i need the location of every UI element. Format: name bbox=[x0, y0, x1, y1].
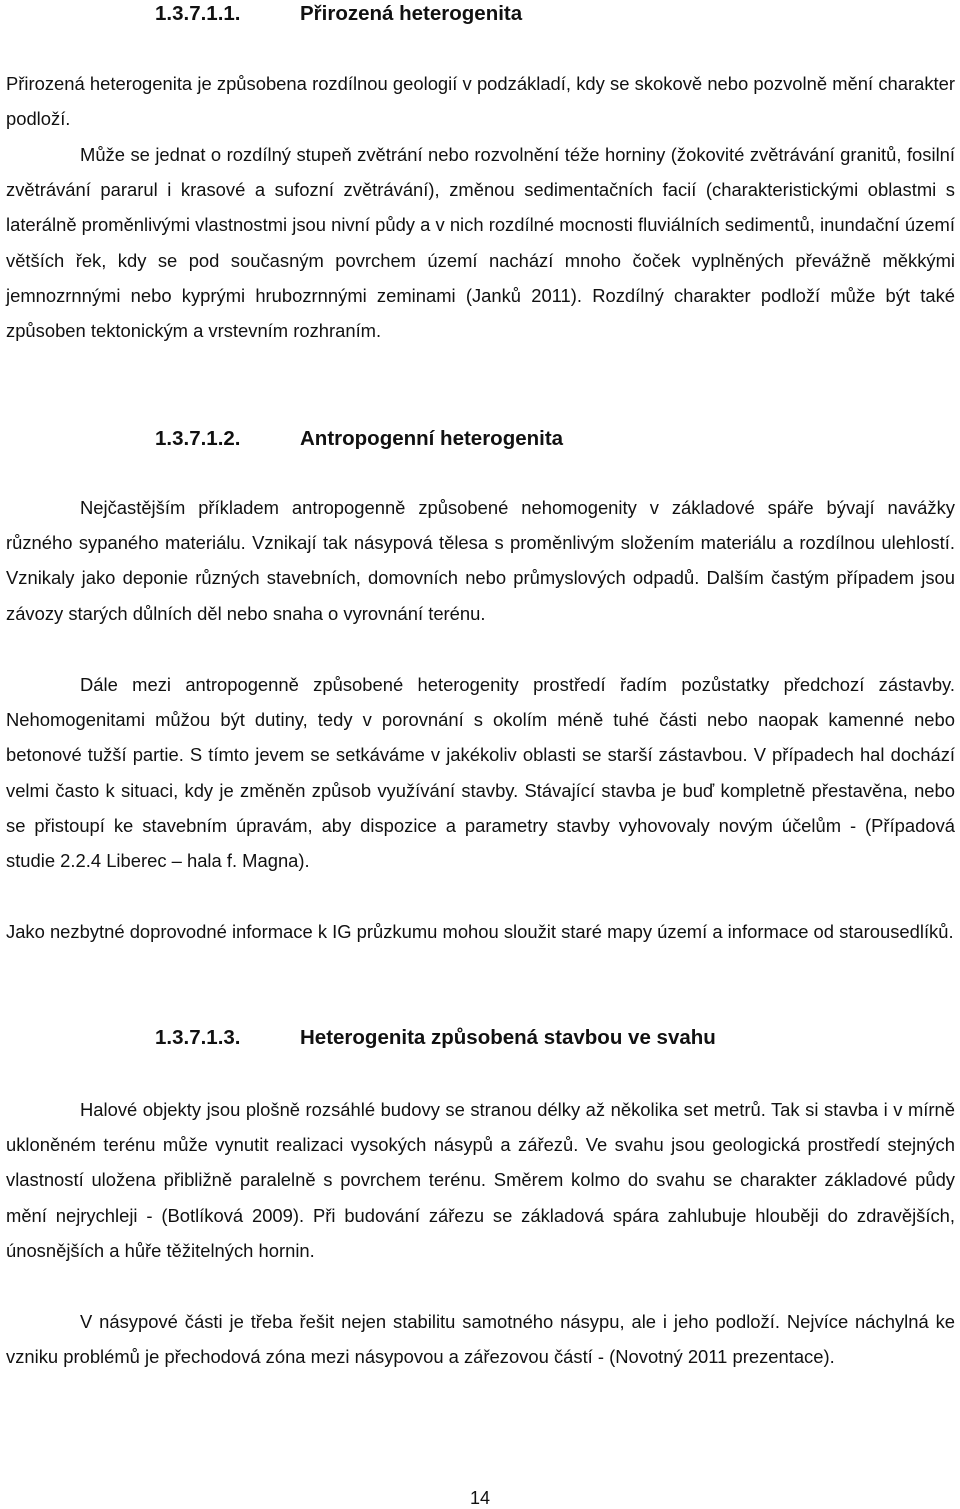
body-paragraph: Může se jednat o rozdílný stupeň zvětrání nebo rozvolnění téže horniny (žokovité zvětrávání granitů, fosilní zvětrávání pararul i krasové a sufozní zvětrávání), změnou sedimentačních facií (charakteristickými oblastmi s laterálně proměnlivými vlastnostmi jsou nivní půdy a v nich rozdílné mocnosti fluviálních sedimentů, inundační území větších řek, kdy se pod současným povrchem území nachází mnoho čoček vyplněných převážně měkkými jemnozrnnými nebo kyprými hrubozrnnými zeminami (Janků 2011). Rozdílný charakter podloží může být také způsoben tektonickým a vrstevním rozhraním. bbox=[6, 144, 955, 342]
page-number: 14 bbox=[469, 1488, 491, 1508]
section-title: Přirozená heterogenita bbox=[300, 2, 523, 25]
section-title: Heterogenita způsobená stavbou ve svahu bbox=[300, 1026, 716, 1049]
section-title: Antropogenní heterogenita bbox=[300, 427, 564, 450]
body-paragraph: V násypové části je třeba řešit nejen stabilitu samotného násypu, ale i jeho podloží. Nejvíce náchylná ke vzniku problémů je přechodová zóna mezi násypovou a zářezovou částí - (Novotný 2011 prezentace). bbox=[6, 1311, 955, 1368]
body-paragraph: Halové objekty jsou plošně rozsáhlé budovy se stranou délky až několika set metrů. Tak si stavba i v mírně ukloněném terénu může vynutit realizaci vysokých násypů a zářezů. Ve svahu jsou geologická prostředí stejných vlastností uložena přibližně paralelně s povrchem terénu. Směrem kolmo do svahu se charakter základové půdy mění nejrychleji - (Botlíková 2009). Při budování zářezu se základová spára zahlubuje hlouběji do zdravějších, únosnějších a hůře těžitelných hornin. bbox=[6, 1099, 955, 1261]
body-paragraph: Jako nezbytné doprovodné informace k IG průzkumu mohou sloužit staré mapy území a informace od starousedlíků. bbox=[6, 921, 954, 942]
section-number: 1.3.7.1.3. bbox=[155, 1026, 241, 1049]
body-paragraph: Nejčastějším příkladem antropogenně způsobené nehomogenity v základové spáře bývají navážky různého sypaného materiálu. Vznikají tak násypová tělesa s proměnlivým složením materiálu a rozdílnou ulehlostí. Vznikaly jako deponie různých stavebních, domovních nebo průmyslových odpadů. Dalším častým případem jsou závozy starých důlních děl nebo snaha o vyrovnání terénu. bbox=[6, 497, 955, 624]
body-paragraph: Dále mezi antropogenně způsobené heterogenity prostředí řadím pozůstatky předchozí zástavby. Nehomogenitami můžou být dutiny, tedy v porovnání s okolím méně tuhé části nebo naopak kamenné nebo betonové tužší partie. S tímto jevem se setkáváme v jakékoliv oblasti se starší zástavbou. V případech hal dochází velmi často k situaci, kdy je změněn způsob využívání stavby. Stávající stavba je buď kompletně přestavěna, nebo se přistoupí ke stavebním úpravám, aby dispozice a parametry stavby vyhovovaly novým účelům - (Případová studie 2.2.4 Liberec – hala f. Magna). bbox=[6, 674, 955, 872]
body-paragraph: Přirozená heterogenita je způsobena rozdílnou geologií v podzákladí, kdy se skokově nebo pozvolně mění charakter podloží. bbox=[6, 73, 955, 130]
section-number: 1.3.7.1.2. bbox=[155, 427, 241, 450]
section-number: 1.3.7.1.1. bbox=[155, 2, 241, 25]
